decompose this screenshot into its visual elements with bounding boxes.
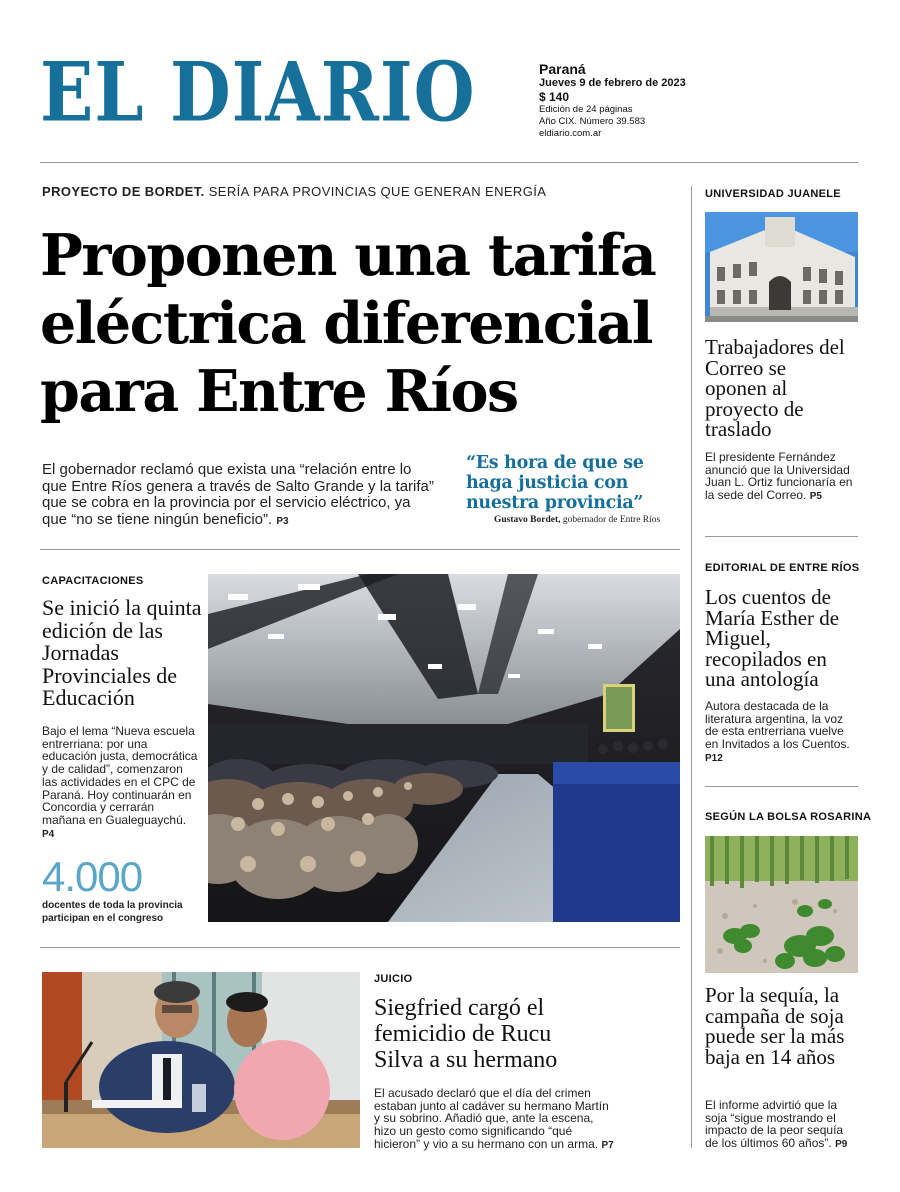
sidebar-story2-headline[interactable]: Los cuentos de María Esther de Miguel, recopilados en una antología (705, 585, 840, 691)
lead-divider (40, 549, 680, 550)
lead-quote: “Es hora de que se haga justicia con nuestra provincia” (466, 453, 644, 513)
auditorium-photo[interactable] (208, 574, 680, 922)
lead-headline[interactable] (40, 222, 680, 426)
sidebar-divider-2 (705, 786, 858, 787)
quote-role: gobernador de Entre Ríos (562, 515, 661, 525)
sidebar-story1-section: UNIVERSIDAD JUANELE (705, 188, 841, 200)
sidebar-divider-1 (705, 536, 858, 537)
post-office-building-photo[interactable] (705, 212, 858, 322)
sidebar-story2-section: EDITORIAL DE ENTRE RÍOS (705, 562, 860, 574)
sidebar-story3-body-text: El informe advirtió que la soja “sigue mostrando el impacto de la peor sequía de los últimos 60 años”. (705, 1098, 844, 1151)
trial-body-text: El acusado declaró que el día del crimen estaban junto al cadáver su hermano Martín y su sobrino. Añadió que, ante la escena, hizo un gesto como significando “qué hicieron” y vio a su hermano con un arma. (374, 1086, 609, 1151)
masthead-logo[interactable]: EL DIARIO (40, 43, 476, 141)
sidebar-divider (691, 186, 692, 1148)
trial-headline[interactable]: Siegfried cargó el femicidio de Rucu Silva a su hermano (374, 995, 558, 1073)
education-stat-value: 4.000 (42, 853, 143, 900)
lead-body (42, 462, 434, 530)
sidebar-story1-body (705, 451, 855, 504)
masthead-divider (40, 162, 858, 163)
masthead-city: Paraná (539, 61, 586, 77)
education-stat-caption: docentes de toda la provincia participan en el congreso (42, 900, 183, 924)
education-body-text: Bajo el lema “Nueva escuela entrerriana: por una educación justa, democrática y de calidad”, comenzaron las actividades en el CPC de Paraná. Hoy continuarán en Concordia y cerrarán mañana en Gualeguaychú. (42, 724, 198, 827)
sidebar-story2-page-ref[interactable]: P12 (705, 752, 723, 764)
masthead-issue: Año CIX. Número 39.583 (539, 116, 646, 127)
education-headline[interactable]: Se inició la quinta edición de las Jornadas Provinciales de Educación (42, 595, 202, 710)
sidebar-story3-headline[interactable]: Por la sequía, la campaña de soja puede ser la más baja en 14 años (705, 983, 845, 1069)
sidebar-story3-page-ref[interactable]: P9 (835, 1139, 848, 1151)
sidebar-story2-body (705, 700, 855, 766)
lead-headline-line: Proponen una tarifa (40, 222, 656, 289)
education-body (42, 725, 200, 841)
lead-page-ref[interactable]: P3 (276, 515, 289, 527)
sidebar-story3-section: SEGÚN LA BOLSA ROSARINA (705, 811, 872, 823)
sidebar-story1-headline[interactable]: Trabajadores del Correo se oponen al proyecto de traslado (705, 335, 845, 441)
trial-body (374, 1087, 614, 1153)
masthead-price: $ 140 (539, 90, 570, 104)
trial-section-label: JUICIO (374, 973, 413, 985)
trial-page-ref[interactable]: P7 (601, 1139, 614, 1151)
sidebar-story3-body (705, 1099, 858, 1152)
sidebar-story1-page-ref[interactable]: P5 (809, 491, 822, 503)
masthead-meta (539, 62, 686, 140)
sidebar-story1-body-text: El presidente Fernández anunció que la Universidad Juan L. Ortiz funcionaría en la sede del Correo. (705, 450, 853, 503)
lead-headline-line: para Entre Ríos (40, 358, 518, 425)
sidebar-story2-body-text: Autora destacada de la literatura argentina, la voz de esta entrerriana vuelve en Invitados a los Cuentos. (705, 699, 850, 752)
lead-kicker-rest: SERÍA PARA PROVINCIAS QUE GENERAN ENERGÍA (208, 184, 547, 199)
soybean-field-photo[interactable] (705, 836, 858, 973)
masthead-date: Jueves 9 de febrero de 2023 (539, 77, 686, 89)
lead-quote-attribution (494, 515, 660, 525)
education-divider (40, 947, 680, 948)
courtroom-photo[interactable] (42, 972, 360, 1148)
education-section-label: CAPACITACIONES (42, 575, 144, 587)
lead-body-text: El gobernador reclamó que exista una “relación entre lo que Entre Ríos genera a través de Salto Grande y la tarifa” que se cobra en la provincia por el servicio eléctrico, ya que “no se tiene ningún beneficio”. (42, 461, 434, 528)
quote-author: Gustavo Bordet, (494, 515, 561, 525)
masthead-edition: Edición de 24 páginas (539, 104, 633, 115)
lead-headline-line: eléctrica diferencial (40, 290, 652, 357)
lead-kicker (42, 184, 546, 199)
education-page-ref[interactable]: P4 (42, 828, 55, 840)
masthead-website[interactable]: eldiario.com.ar (539, 128, 602, 139)
lead-kicker-strong: PROYECTO DE BORDET. (42, 184, 205, 199)
